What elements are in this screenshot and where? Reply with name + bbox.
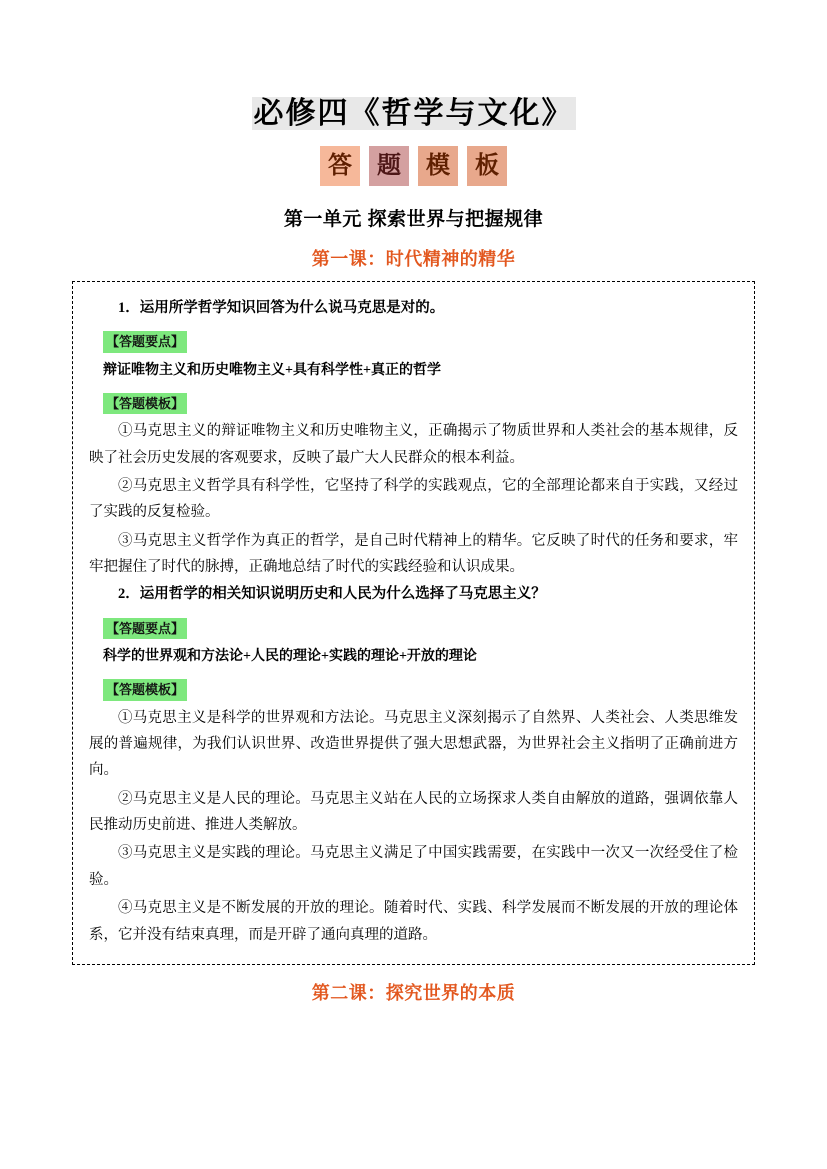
- lesson-heading-top: 第一课：时代精神的精华: [311, 249, 516, 269]
- question-1-template-para-2: ②马克思主义哲学具有科学性，它坚持了科学的实践观点，它的全部理论都来自于实践，又经过了实践的反复检验。: [89, 477, 738, 521]
- boxed-char-1: 答: [320, 146, 360, 186]
- question-2-template-label-wrap: [89, 675, 738, 705]
- question-1-template-para-1: ①马克思主义的辩证唯物主义和历史唯物主义，正确揭示了物质世界和人类社会的基本规律，反映了社会历史发展的客观要求，反映了最广大人民群众的根本利益。: [89, 423, 738, 466]
- question-2-template-para-2: ②马克思主义是人民的理论。马克思主义站在人民的立场探求人类自由解放的道路，强调依靠人民推动历史前进、推进人类解放。: [89, 790, 738, 834]
- unit-heading: 第一单元 探索世界与把握规律: [283, 209, 544, 230]
- question-1-keypoints-label-wrap: [89, 327, 738, 357]
- lesson-heading-bottom: 第二课：探究世界的本质: [311, 982, 516, 1003]
- question-1-template-label: 【答题模板】: [103, 393, 187, 415]
- question-2-keypoints-label: 【答题要点】: [103, 618, 187, 640]
- question-1-template-para-3: ③马克思主义哲学作为真正的哲学，是自己时代精神上的精华。它反映了时代的任务和要求，牢牢把握住了时代的脉搏，正确地总结了时代的实践经验和认识成果。: [89, 532, 738, 576]
- question-2-template-para-4: ④马克思主义是不断发展的开放的理论。随着时代、实践、科学发展而不断发展的开放的理论体系，它并没有结束真理，而是开辟了通向真理的道路。: [89, 900, 738, 943]
- question-2-keypoints-label-wrap: [89, 614, 738, 644]
- question-2-keypoints: 科学的世界观和方法论+人民的理论+实践的理论+开放的理论: [103, 649, 477, 665]
- question-1-text: 1．运用所学哲学知识回答为什么说马克思是对的。: [118, 300, 445, 316]
- question-2-template-para-3: ③马克思主义是实践的理论。马克思主义满足了中国实践需要，在实践中一次又一次经受住了检验。: [89, 845, 738, 888]
- question-2-text: 2．运用哲学的相关知识说明历史和人民为什么选择了马克思主义？: [118, 586, 546, 603]
- question-2-template-label: 【答题模板】: [103, 679, 187, 701]
- boxed-char-3: 模: [418, 146, 458, 186]
- question-1-keypoints: 辩证唯物主义和历史唯物主义+具有科学性+真正的哲学: [103, 362, 441, 378]
- question-1-keypoints-label: 【答题要点】: [103, 331, 187, 353]
- boxed-char-4: 板: [467, 146, 507, 186]
- question-1-template-label-wrap: [89, 389, 738, 419]
- answer-template-box: [72, 281, 755, 965]
- page-title-text: 必修四《哲学与文化》: [253, 97, 574, 130]
- boxed-char-2: 题: [369, 146, 409, 186]
- boxed-title-row: [72, 146, 755, 186]
- page-title: [72, 88, 755, 132]
- question-2-template-para-1: ①马克思主义是科学的世界观和方法论。马克思主义深刻揭示了自然界、人类社会、人类思维发展的普遍规律，为我们认识世界、改造世界提供了强大思想武器，为世界社会主义指明了正确前进方向。: [89, 709, 738, 779]
